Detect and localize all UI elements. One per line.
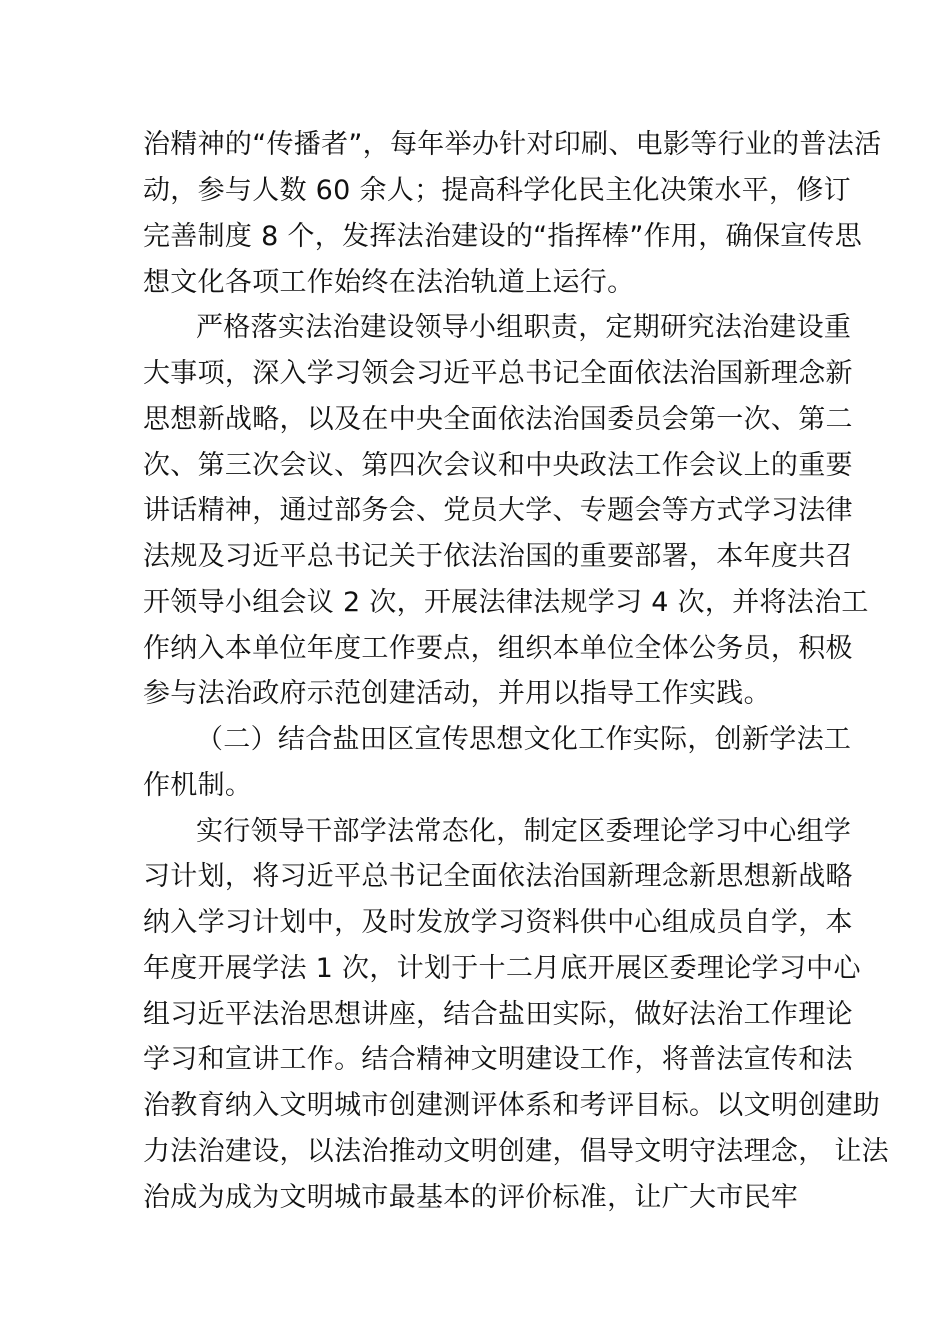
text-line: 学习和宣讲工作。结合精神文明建设工作，将普法宣传和法 <box>143 1044 853 1075</box>
text-line: 治精神的“传播者”，每年举办针对印刷、电影等行业的普法活 <box>143 129 882 160</box>
section-heading-line: 作机制。 <box>143 770 253 801</box>
text-line: 治成为成为文明城市最基本的评价标准，让广大市民牢 <box>143 1182 799 1213</box>
text-line: 纳入学习计划中，及时发放学习资料供中心组成员自学，本 <box>143 907 853 938</box>
text-line: 力法治建设，以法治推动文明创建，倡导文明守法理念， 让法 <box>143 1136 889 1167</box>
text-line: 作纳入本单位年度工作要点，组织本单位全体公务员，积极 <box>143 633 853 664</box>
paragraph-start-line: 严格落实法治建设领导小组职责，定期研究法治建设重 <box>196 312 852 343</box>
text-line: 习计划，将习近平总书记全面依法治国新理念新思想新战略 <box>143 861 853 892</box>
section-heading-line: （二）结合盐田区宣传思想文化工作实际，创新学法工 <box>196 724 852 755</box>
text-line: 完善制度 8 个，发挥法治建设的“指挥棒”作用，确保宣传思 <box>143 221 863 252</box>
text-line: 想文化各项工作始终在法治轨道上运行。 <box>143 267 635 298</box>
text-line: 开领导小组会议 2 次，开展法律法规学习 4 次，并将法治工 <box>143 587 869 618</box>
text-line: 讲话精神，通过部务会、党员大学、专题会等方式学习法律 <box>143 495 853 526</box>
text-line: 动，参与人数 60 余人；提高科学化民主化决策水平，修订 <box>143 175 851 206</box>
text-line: 组习近平法治思想讲座，结合盐田实际，做好法治工作理论 <box>143 999 853 1030</box>
text-line: 治教育纳入文明城市创建测评体系和考评目标。以文明创建助 <box>143 1090 881 1121</box>
paragraph-start-line: 实行领导干部学法常态化，制定区委理论学习中心组学 <box>196 816 852 847</box>
text-line: 年度开展学法 1 次，计划于十二月底开展区委理论学习中心 <box>143 953 861 984</box>
text-line: 法规及习近平总书记关于依法治国的重要部署，本年度共召 <box>143 541 853 572</box>
text-line: 思想新战略，以及在中央全面依法治国委员会第一次、第二 <box>143 404 853 435</box>
text-line: 大事项，深入学习领会习近平总书记全面依法治国新理念新 <box>143 358 853 389</box>
text-line: 次、第三次会议、第四次会议和中央政法工作会议上的重要 <box>143 450 853 481</box>
text-line: 参与法治政府示范创建活动，并用以指导工作实践。 <box>143 678 771 709</box>
